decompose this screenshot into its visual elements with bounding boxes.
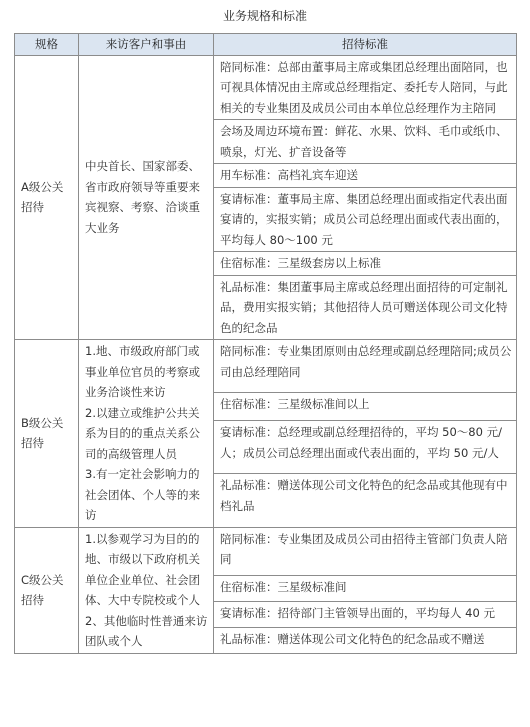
header-level: 规格 [15,34,79,56]
level-a-cell: A级公关招待 [15,55,79,340]
standard-a-1-cell: 陪同标准：总部由董事局主席或集团总经理出面陪同，也可视具体情况由主席或总经理指定、委托专人陪同，与此相关的专业集团及成员公司由本单位总经理作为主陪同 [214,55,517,120]
standard-b-1-cell: 陪同标准：专业集团原则由总经理或副总经理陪同;成员公司由总经理陪同 [214,340,517,393]
standard-b-2-cell: 住宿标准：三星级标准间以上 [214,393,517,421]
visitor-item: 1.以参观学习为目的的地、市级以下政府机关单位企业单位、社会团体、大中专院校或个人 [85,531,200,607]
table-body [15,55,517,653]
visitor-b-cell [79,340,214,528]
level-b-cell: B级公关招待 [15,340,79,528]
table-row [15,55,517,120]
table-row [15,527,517,575]
standard-c-2-cell: 住宿标准：三星级标准间 [214,575,517,601]
visitor-item: 3.有一定社会影响力的社会团体、个人等的来访 [85,467,200,522]
table-row [15,340,517,393]
document-title: 业务规格和标准 [222,9,307,23]
visitor-item: 2.以建立或维护公共关系为目的的重点关系公司的高级管理人员 [85,405,200,461]
visitor-item: 中央首长、国家部委、省市政府领导等重要来宾视察、考察、洽谈重大业务 [85,159,200,235]
standard-a-3-cell: 用车标准：高档礼宾车迎送 [214,164,517,188]
visitor-c-cell [79,527,214,653]
standard-a-4-cell: 宴请标准：董事局主席、集团总经理出面或指定代表出面宴请的，实报实销；成员公司总经理出面或代表出面的，平均每人 80～100 元 [214,187,517,252]
standard-c-1-cell: 陪同标准：专业集团及成员公司由招待主管部门负责人陪同 [214,527,517,575]
standard-c-3-cell: 宴请标准：招待部门主管领导出面的，平均每人 40 元 [214,601,517,627]
standards-table [14,33,517,654]
table-header-row [15,34,517,56]
standard-a-5-cell: 住宿标准：三星级套房以上标准 [214,252,517,276]
header-visitor: 来访客户和事由 [79,34,214,56]
header-standard: 招待标准 [214,34,517,56]
standard-b-3-cell: 宴请标准：总经理或副总经理招待的，平均 50～80 元/人；成员公司总经理出面或代表出面的，平均 50 元/人 [214,421,517,474]
standard-a-6-cell: 礼品标准：集团董事局主席或总经理出面招待的可定制礼品，费用实报实销；其他招待人员可赠送体现公司文化特色的纪念品 [214,275,517,340]
standard-a-2-cell: 会场及周边环境布置：鲜花、水果、饮料、毛巾或纸巾、喷泉，灯光、扩音设备等 [214,120,517,164]
visitor-item: 1.地、市级政府部门或事业单位官员的考察或业务洽谈性来访 [85,344,200,399]
visitor-item: 2、其他临时性普通来访团队或个人 [85,613,208,648]
visitor-a-cell [79,55,214,340]
standard-c-4-cell: 礼品标准：赠送体现公司文化特色的纪念品或不赠送 [214,627,517,653]
standard-b-4-cell: 礼品标准：赠送体现公司文化特色的纪念品或其他现有中档礼品 [214,474,517,527]
level-c-cell: C级公关招待 [15,527,79,653]
